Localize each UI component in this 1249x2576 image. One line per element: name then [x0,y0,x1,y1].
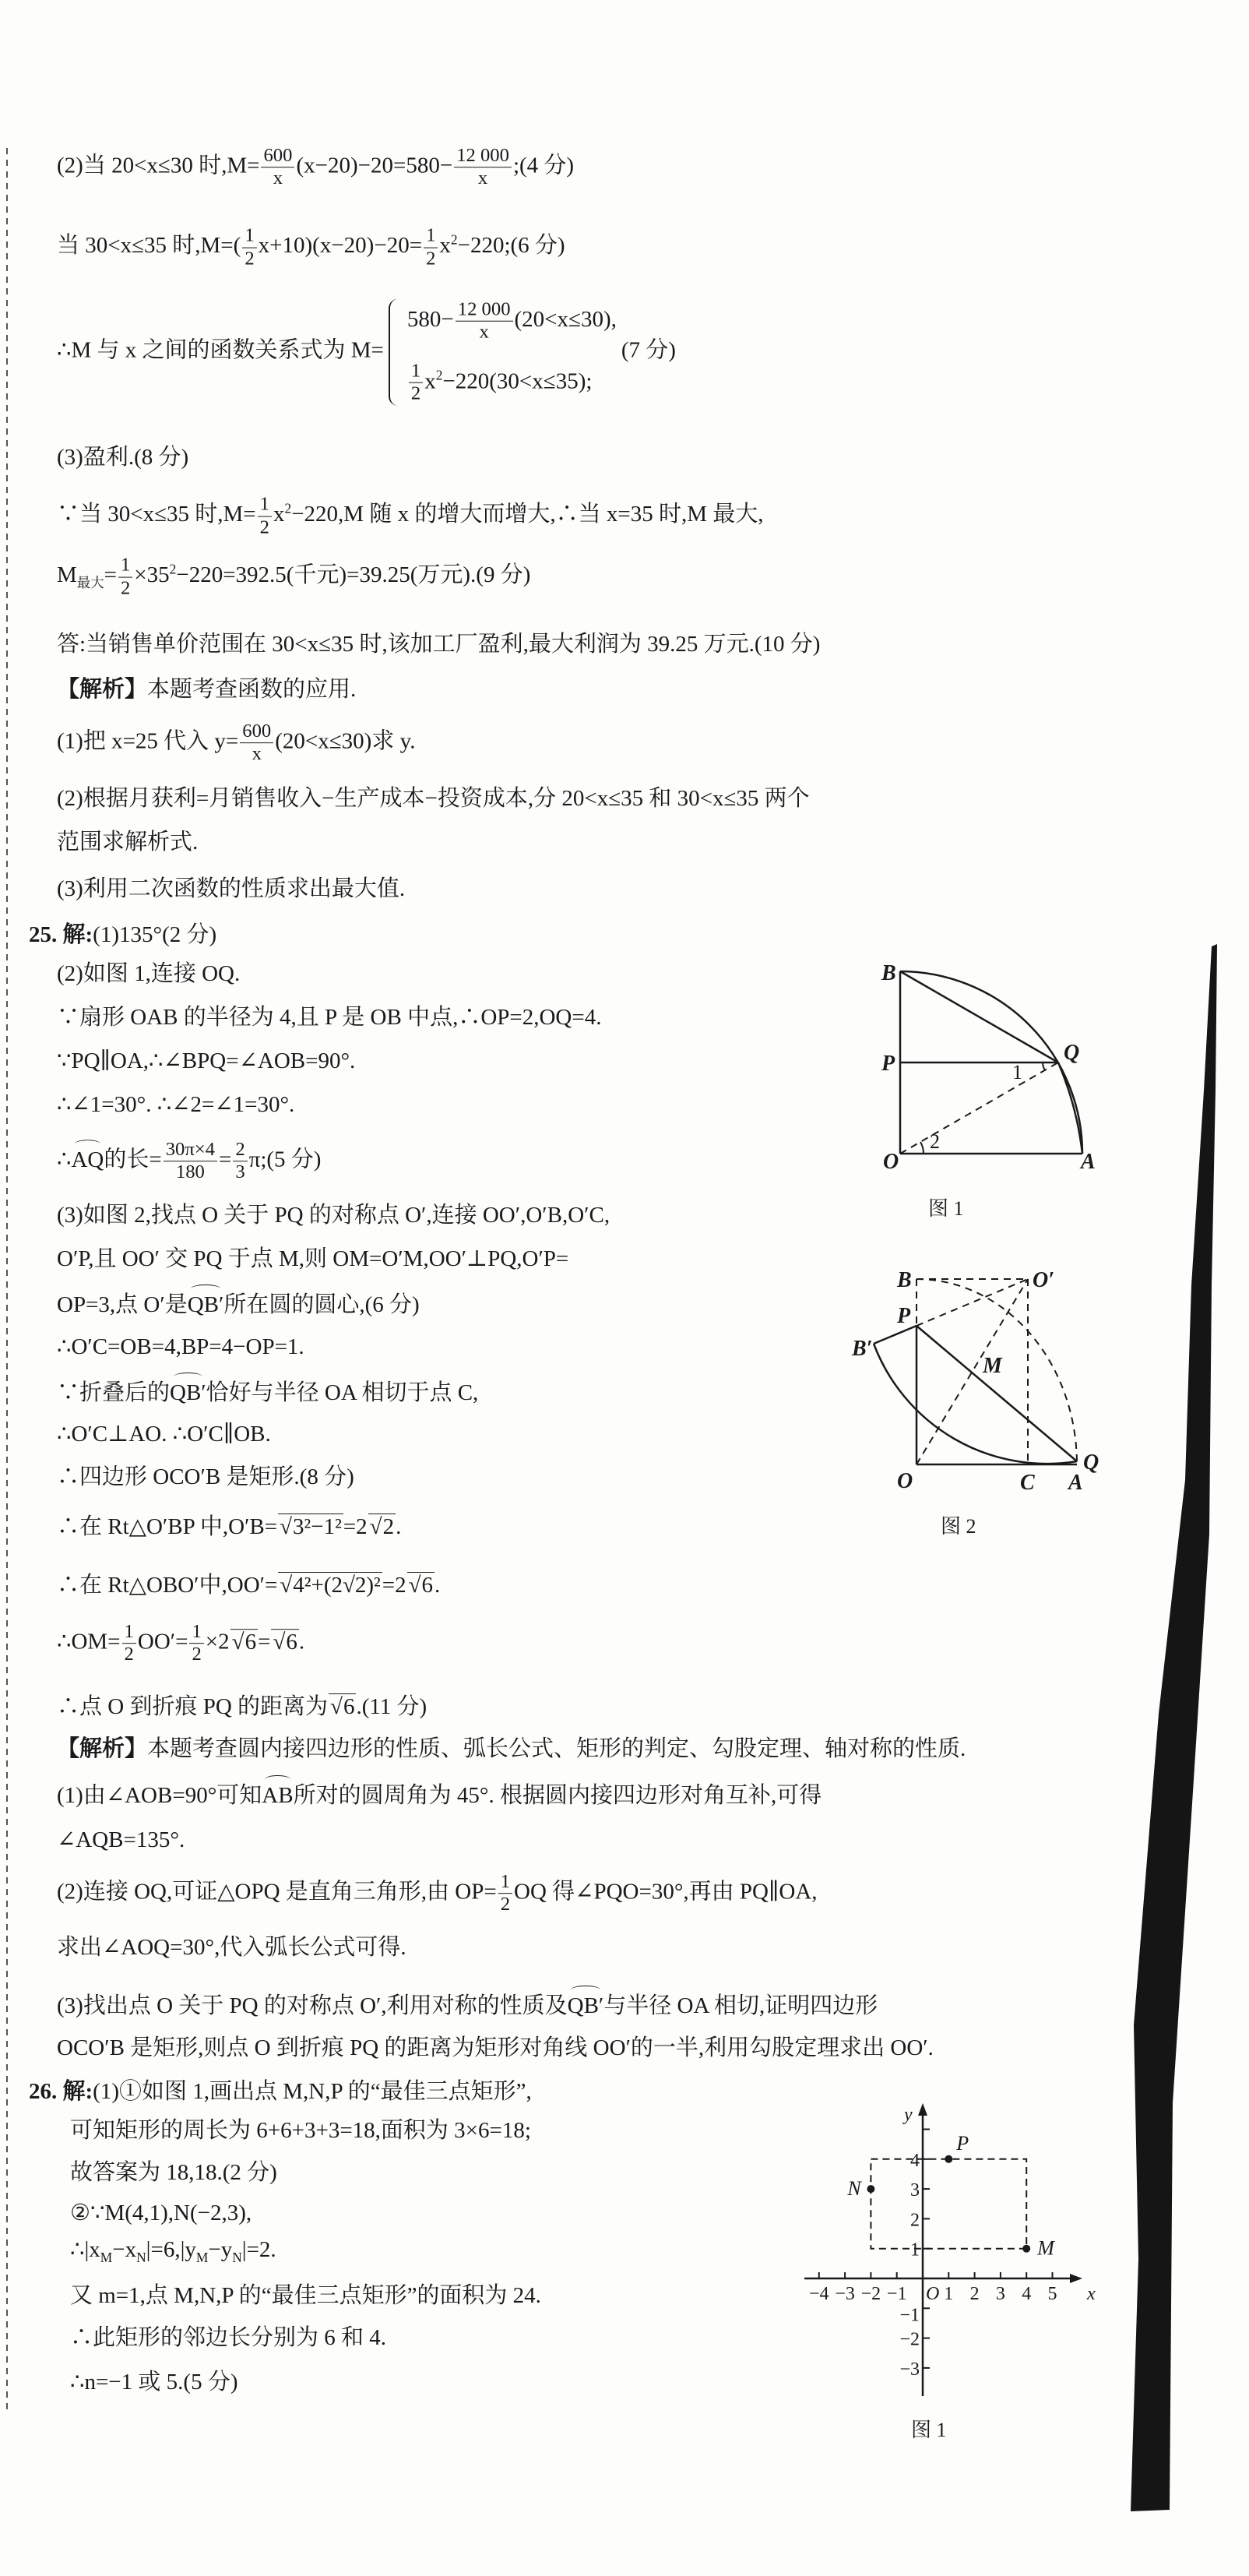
text-run: (x−20)−20=580− [296,153,453,178]
text-run: (3)利用二次函数的性质求出最大值. [57,876,406,901]
square-root: √ 6 [230,1629,258,1654]
text-run: OP=3,点 O′是 [57,1292,188,1317]
numerator: 1 [242,225,256,248]
point-label-P: P [956,2131,969,2155]
point-label-N: N [847,2177,861,2201]
text-run: ×35 [134,562,170,588]
text-run: O′P,且 OO′ 交 PQ 于点 M,则 OM=O′M,OO′⊥PQ,O′P= [57,1246,569,1271]
superscript: 2 [169,561,177,577]
text-run: ∵扇形 OAB 的半径为 4,且 P 是 OB 中点,∴OP=2,OQ=4. [57,1005,602,1030]
denominator: 2 [245,248,255,270]
text-run: ②∵M(4,1),N(−2,3), [70,2201,252,2225]
coordinate-graph [804,2103,1096,2396]
y-tick-label: −1 [899,2305,920,2326]
text-run: (2)如图 1,连接 OQ. [57,961,241,986]
numerator: 1 [258,494,272,516]
square-root: √ 4²+(2√2)² [278,1572,382,1598]
text-run: ∴四边形 OCO′B 是矩形.(8 分) [57,1464,354,1489]
fig2-label-O: O [897,1469,913,1493]
subscript: N [232,2249,242,2265]
text-run: (1)由∠AOB=90°可知 [57,1783,262,1808]
denominator: 2 [124,1644,134,1665]
text-run: x+10)(x−20)−20= [258,233,423,259]
x-axis-label: x [1087,2284,1096,2304]
square-root: √ 6 [407,1572,435,1598]
text-run: (2)当 20<x≤30 时,M= [57,153,260,178]
text-run: x [273,502,285,527]
fig1-label-A: A [1081,1150,1096,1174]
x-tick-label: 4 [1022,2284,1032,2304]
numerator: 600 [240,721,273,743]
fig2-label-B: B [897,1268,912,1292]
numerator: 1 [424,225,438,248]
text-run: (1)135°(2 分) [93,922,217,947]
numerator: 12 000 [456,299,513,322]
text-run: (3)如图 2,找点 O 关于 PQ 的对称点 O′,连接 OO′,O′B,O′C, [57,1203,610,1228]
text-run: 恰好与半径 OA 相切于点 C, [206,1380,479,1405]
text-run: = [104,562,117,588]
superscript: 2 [284,500,292,516]
y-tick-label: −3 [899,2359,920,2380]
superscript: 2 [450,231,458,248]
y-axis-arrow-icon [918,2103,927,2116]
arc-notation: QB′ [188,1284,224,1320]
text-run: ∵折叠后的 [57,1380,171,1405]
bold-label: 【解析】 [57,1736,148,1761]
text-run: π;(5 分) [248,1147,322,1172]
fig2-label-M: M [983,1354,1002,1378]
text-run: 所在圆的圆心,(6 分) [223,1292,420,1317]
text-run: |=2. [241,2237,276,2263]
origin-label: O [926,2284,940,2304]
square-root: √ 3²−1² [278,1514,343,1539]
text-run: |=6,|y [146,2237,196,2263]
text-run: ∴此矩形的邻边长分别为 6 和 4. [70,2325,387,2350]
denominator: 2 [192,1644,202,1665]
text-run: 范围求解析式. [57,830,199,855]
text-run: (7 分) [621,337,676,363]
fig1-angle-1: 1 [1012,1061,1022,1084]
text-run: ∵PQ∥OA,∴∠BPQ=∠AOB=90°. [57,1048,356,1073]
text-run: ∴在 Rt△O′BP 中,O′B= [57,1514,278,1539]
text-run: ∴O′C⊥AO. ∴O′C∥OB. [57,1422,271,1447]
square-root: √ 6 [271,1629,298,1654]
text-run: (3)找出点 O 关于 PQ 的对称点 O′,利用对称的性质及 [57,1993,568,2018]
x-tick-label: −4 [809,2284,829,2304]
fig2-label-A: A [1068,1471,1083,1495]
fig1-caption: 图 1 [928,1197,964,1220]
text-run: . [435,1573,441,1598]
denominator: 2 [120,577,131,599]
numerator: 2 [233,1139,247,1161]
text-run: (20<x≤30), [514,307,617,333]
denominator: x [477,167,488,189]
fig2-caption: 图 2 [941,1515,976,1538]
y-tick-label: 4 [910,2150,920,2171]
text-run: =2 [382,1573,406,1598]
x-tick-label: 2 [969,2284,980,2304]
square-root: √ 6 [329,1693,356,1719]
denominator: 3 [235,1161,245,1183]
text-run: 与半径 OA 相切,证明四边形 [603,1993,878,2018]
text-run: ∴|x [70,2237,100,2263]
fig1-label-O: O [883,1150,899,1174]
text-run: ∴OM= [57,1629,121,1654]
y-axis-label: y [904,2105,913,2125]
fig2-label-B-prime: B′ [852,1337,873,1361]
arc-notation: AQ [71,1140,104,1175]
denominator: 2 [259,516,269,538]
arc-notation: QB′ [568,1986,604,2021]
bold-label: 25. 解: [29,922,93,947]
bold-label: 26. 解: [29,2079,93,2104]
text-run: 可知矩形的周长为 6+6+3+3=18,面积为 3×6=18; [70,2118,531,2143]
subscript: M [100,2249,113,2265]
numerator: 600 [261,145,294,167]
text-run: −y [208,2237,233,2263]
text-run: (1)把 x=25 代入 y= [57,728,239,754]
best-rectangle [871,2159,1026,2249]
fig1-label-B: B [881,961,896,985]
x-tick-label: −3 [835,2284,855,2304]
fig1-label-Q: Q [1064,1041,1080,1065]
text-run: −220,M 随 x 的增大而增大,∴当 x=35 时,M 最大, [291,502,764,527]
text-run: (20<x≤30)求 y. [275,728,416,754]
x-tick-label: −2 [860,2284,881,2304]
x-axis-arrow-icon [1070,2274,1082,2283]
x-tick-label: 3 [995,2284,1005,2304]
numerator: 1 [498,1871,512,1894]
text-run: x [439,233,451,259]
point-label-M: M [1037,2236,1054,2260]
denominator: 2 [500,1894,511,1915]
fig2-label-Q: Q [1083,1450,1099,1475]
text-run: M [57,562,77,588]
text-run: = [219,1147,232,1172]
text-run: 故答案为 18,18.(2 分) [70,2160,277,2185]
text-run: ;(4 分) [512,153,575,178]
fig2-label-P: P [897,1304,911,1328]
text-run: ∴在 Rt△OBO′中,OO′= [57,1573,278,1598]
text-run: ∴∠1=30°. ∴∠2=∠1=30°. [57,1092,295,1117]
denominator: 180 [175,1161,205,1183]
text-run: 当 30<x≤35 时,M=( [57,233,241,259]
fig1-angle-2: 2 [930,1130,940,1153]
x-tick-label: 1 [944,2284,954,2304]
y-tick-label: −2 [899,2329,920,2350]
bold-label: 【解析】 [57,677,148,702]
text-run: ∵当 30<x≤35 时,M= [57,502,256,527]
text-run: ∠AQB=135°. [57,1827,185,1852]
fig2-label-C: C [1020,1471,1035,1495]
text-run: . [298,1629,305,1654]
text-run: −220;(6 分) [457,233,565,259]
text-run: ∴n=−1 或 5.(5 分) [70,2370,238,2395]
text-run: ∴M 与 x 之间的函数关系式为 M= [57,337,384,363]
text-run: = [258,1629,271,1654]
text-run: 又 m=1,点 M,N,P 的“最佳三点矩形”的面积为 24. [70,2283,541,2308]
text-run: ∴点 O 到折痕 PQ 的距离为 [57,1694,329,1719]
text-run: . [396,1514,402,1539]
figure-1-sector [900,971,1082,1154]
graph-caption: 图 1 [911,2419,947,2441]
text-run: =2 [343,1514,368,1539]
arc-notation: AB [262,1775,293,1811]
denominator: x [252,743,262,765]
text-run: (2)根据月获利=月销售收入−生产成本−投资成本,分 20<x≤35 和 30<x≤35 两个 [57,786,810,811]
text-run: (1)①如图 1,画出点 M,N,P 的“最佳三点矩形”, [93,2079,532,2104]
text-run: OQ 得∠PQO=30°,再由 PQ∥OA, [514,1879,818,1905]
numerator: 12 000 [454,145,512,167]
x-tick-label: 5 [1047,2284,1057,2304]
x-tick-label: −1 [886,2284,907,2304]
text-run: −220=392.5(千元)=39.25(万元).(9 分) [176,562,531,588]
denominator: x [479,322,489,344]
text-run: −x [112,2237,137,2263]
text-run: OCO′B 是矩形,则点 O 到折痕 PQ 的距离为矩形对角线 OO′的一半,利用勾股定理求出 OO′. [57,2035,934,2060]
fig1-label-P: P [881,1052,895,1076]
numerator: 1 [409,361,423,383]
text-run: 本题考查圆内接四边形的性质、弧长公式、矩形的判定、勾股定理、轴对称的性质. [147,1736,966,1761]
text-run: x [424,368,436,394]
point-P [945,2155,952,2163]
fig2-label-O-prime: O′ [1033,1268,1055,1292]
denominator: x [273,167,283,189]
numerator: 1 [118,555,132,577]
square-root: √ 2 [368,1514,396,1539]
text-run: (3)盈利.(8 分) [57,445,189,470]
point-M [1022,2245,1030,2253]
scan-dark-edge [1131,944,1217,2511]
text-run: (2)连接 OQ,可证△OPQ 是直角三角形,由 OP= [57,1879,497,1905]
subscript: N [136,2249,146,2265]
text-run: ∴O′C=OB=4,BP=4−OP=1. [57,1334,304,1359]
superscript: 2 [435,367,443,383]
subscript: M [195,2249,209,2265]
y-tick-label: 3 [910,2180,920,2201]
text-run: 求出∠AOQ=30°,代入弧长公式可得. [57,1935,406,1960]
text-run: ∴ [57,1147,72,1172]
text-run: 答:当销售单价范围在 30<x≤35 时,该加工厂盈利,最大利润为 39.25 万元.(10 分) [57,632,821,657]
text-run: 本题考查函数的应用. [147,677,357,702]
text-run: ×2 [205,1629,230,1654]
text-run: 所对的圆周角为 45°. 根据圆内接四边形对角互补,可得 [293,1783,822,1808]
text-run: −220(30<x≤35); [442,368,593,394]
text-run: .(11 分) [356,1694,427,1719]
arc-notation: QB′ [170,1373,206,1408]
y-tick-label: 2 [910,2210,920,2231]
numerator: 1 [122,1621,136,1644]
numerator: 1 [189,1621,203,1644]
point-N [867,2185,874,2193]
numerator: 30π×4 [164,1139,217,1161]
subscript: 最大 [76,575,104,591]
denominator: 2 [426,248,436,270]
denominator: 2 [410,382,421,404]
y-tick-label: 1 [910,2239,920,2261]
text-run: 的长= [104,1147,162,1172]
text-run: 580− [406,307,454,333]
text-run: OO′= [137,1629,188,1654]
